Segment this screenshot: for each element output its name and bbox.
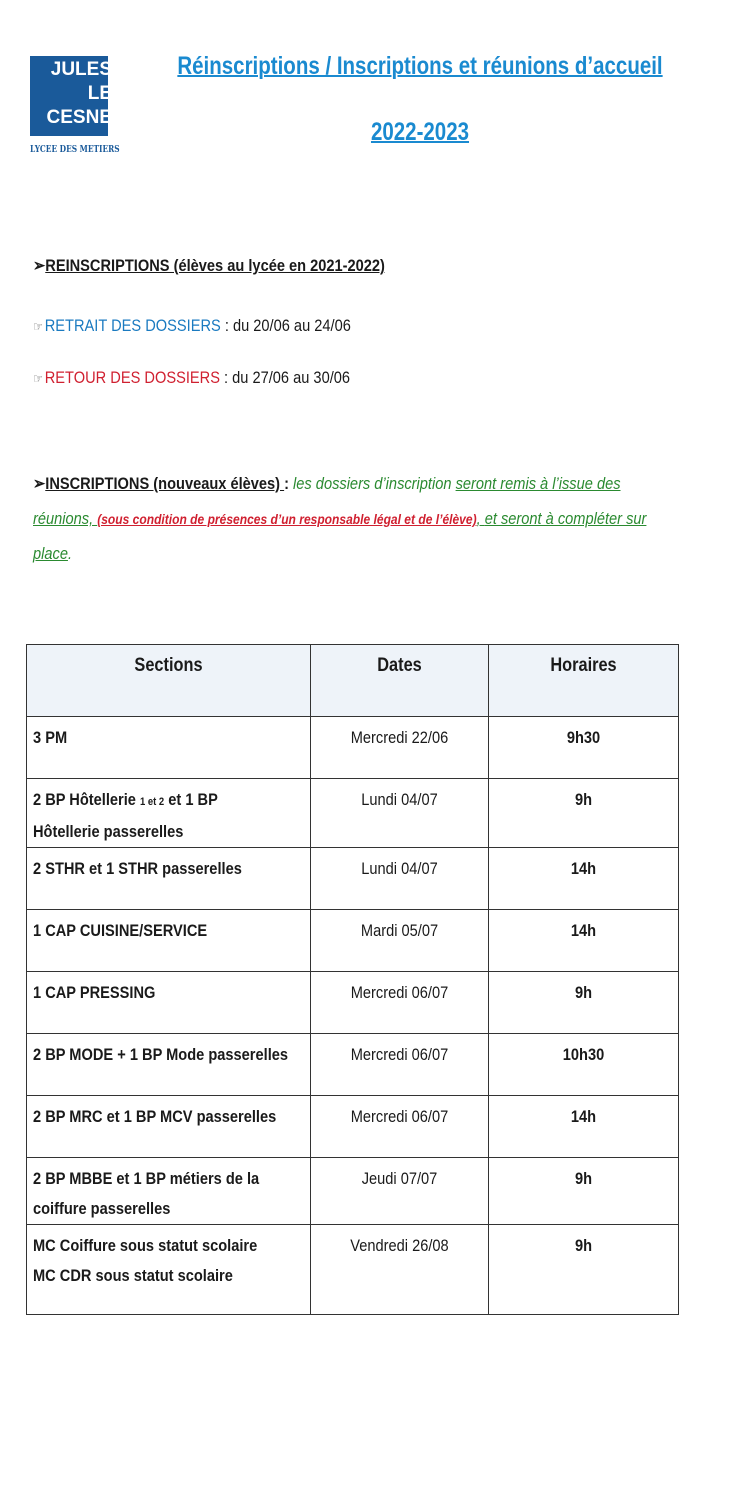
date-cell: [311, 848, 489, 910]
hour-label: 9h: [574, 790, 593, 809]
table-row: [27, 972, 679, 1034]
date-label: Mercredi 06/07: [350, 1107, 449, 1126]
date-label: Mercredi 06/07: [350, 983, 449, 1002]
section-cell: [27, 1158, 311, 1225]
hour-cell: [489, 1034, 679, 1096]
hour-cell: [489, 779, 679, 848]
pointing-hand-icon: ☞: [33, 319, 44, 334]
inscriptions-text-2: seront remis à l’issue des: [455, 474, 621, 493]
inscriptions-text-7: place: [33, 544, 68, 563]
section-cell: [27, 1225, 311, 1315]
inscriptions-text-6: et seront à compléter sur: [484, 509, 647, 528]
logo-line-3: CESNE: [46, 107, 112, 128]
arrow-icon: ➢: [33, 256, 46, 275]
logo-line-2: LE: [87, 83, 112, 104]
hour-label: 10h30: [562, 1045, 605, 1064]
date-cell: [311, 910, 489, 972]
retrait-value: : du 20/06 au 24/06: [220, 316, 351, 335]
hour-label: 14h: [570, 1107, 597, 1126]
section-cell: [27, 848, 311, 910]
inscriptions-heading: INSCRIPTIONS (nouveaux élèves): [45, 474, 285, 493]
header-horaires: [489, 645, 679, 717]
table-row: [27, 1096, 679, 1158]
section-label: 2 BP MBBE et 1 BP métiers de la: [33, 1169, 260, 1188]
date-cell: [311, 972, 489, 1034]
hour-cell: [489, 1096, 679, 1158]
hour-label: 14h: [570, 859, 597, 878]
section-cell: [27, 910, 311, 972]
section-part-a: 2 BP Hôtellerie: [33, 790, 140, 809]
reinscriptions-heading: REINSCRIPTIONS (élèves au lycée en 2021-2022): [45, 256, 385, 275]
hour-label: 9h30: [566, 728, 601, 747]
inscriptions-text-1: les dossiers d’inscription: [293, 474, 456, 493]
section-cell: [27, 1096, 311, 1158]
page-title: Réinscriptions / Inscriptions et réunions d’accueil: [177, 52, 663, 80]
date-label: Mercredi 06/07: [350, 1045, 449, 1064]
header-sections: [27, 645, 311, 717]
school-logo: [30, 56, 120, 155]
section-cell: [27, 779, 311, 848]
table-row: [27, 1158, 679, 1225]
retour-label: RETOUR DES DOSSIERS: [44, 368, 220, 387]
hour-label: 9h: [574, 983, 593, 1002]
date-label: Mardi 05/07: [360, 921, 439, 940]
hour-label: 14h: [570, 921, 597, 940]
section-part-b: et 1 BP: [164, 790, 218, 809]
inscriptions-colon: :: [284, 474, 294, 493]
table-header-row: [27, 645, 679, 717]
section-label: 2 BP MODE + 1 BP Mode passerelles: [33, 1045, 289, 1064]
hour-cell: [489, 910, 679, 972]
logo-line-1: JULES: [50, 59, 112, 80]
hour-cell: [489, 972, 679, 1034]
section-label-line-2: Hôtellerie passerelles: [33, 822, 184, 841]
hour-cell: [489, 1225, 679, 1315]
section-cell: [27, 1034, 311, 1096]
inscriptions-condition: (sous condition de présences d’un responsable légal et de l’élève): [97, 511, 477, 527]
table-row: [27, 779, 679, 848]
retour-value: : du 27/06 au 30/06: [219, 368, 351, 387]
section-label: 1 CAP PRESSING: [33, 983, 156, 1002]
hour-cell: [489, 848, 679, 910]
arrow-icon: ➢: [33, 474, 46, 493]
header-dates-label: Dates: [377, 655, 422, 676]
retrait-label: RETRAIT DES DOSSIERS: [44, 316, 221, 335]
header-horaires-label: Horaires: [550, 655, 617, 676]
logo-mark: [30, 56, 112, 136]
date-label: Mercredi 22/06: [350, 728, 449, 747]
section-label-line-2: MC CDR sous statut scolaire: [33, 1266, 233, 1285]
reinscriptions-heading-line: [33, 256, 385, 276]
hour-cell: [489, 717, 679, 779]
inscriptions-text-8: .: [67, 544, 73, 563]
date-cell: [311, 1096, 489, 1158]
date-label: Vendredi 26/08: [350, 1236, 449, 1255]
table-row: [27, 910, 679, 972]
retour-line: [33, 368, 350, 388]
table-row: [27, 717, 679, 779]
table-row: [27, 1225, 679, 1315]
schedule-table: [26, 644, 679, 1315]
section-cell: [27, 717, 311, 779]
section-label: 2 BP MRC et 1 BP MCV passerelles: [33, 1107, 277, 1126]
page-year: 2022-2023: [370, 118, 470, 146]
logo-subtitle: LYCEE DES METIERS: [30, 144, 120, 155]
hour-label: 9h: [574, 1236, 593, 1255]
section-label: MC Coiffure sous statut scolaire: [33, 1236, 258, 1255]
section-label-line-2: coiffure passerelles: [33, 1199, 171, 1218]
hour-cell: [489, 1158, 679, 1225]
inscriptions-line-3: [33, 544, 72, 564]
section-label: 3 PM: [33, 728, 68, 747]
inscriptions-text-5: ,: [476, 509, 485, 528]
date-cell: [311, 1158, 489, 1225]
section-label: 2 STHR et 1 STHR passerelles: [33, 859, 242, 878]
inscriptions-text-3: réunions,: [33, 509, 98, 528]
date-cell: [311, 717, 489, 779]
date-label: Jeudi 07/07: [361, 1169, 438, 1188]
table-row: [27, 848, 679, 910]
section-label: 1 CAP CUISINE/SERVICE: [33, 921, 208, 940]
retrait-line: [33, 316, 351, 336]
section-cell: [27, 972, 311, 1034]
date-label: Lundi 04/07: [361, 859, 438, 878]
header-sections-label: Sections: [134, 655, 203, 676]
inscriptions-line-1: [33, 474, 621, 494]
section-label: [33, 785, 266, 817]
header-dates: [311, 645, 489, 717]
inscriptions-line-2: [33, 509, 646, 529]
pointing-hand-icon: ☞: [33, 371, 44, 386]
table-row: [27, 1034, 679, 1096]
date-cell: [311, 779, 489, 848]
date-cell: [311, 1225, 489, 1315]
hour-label: 9h: [574, 1169, 593, 1188]
date-cell: [311, 1034, 489, 1096]
section-part-small: 1 et 2: [139, 796, 165, 808]
date-label: Lundi 04/07: [361, 790, 438, 809]
